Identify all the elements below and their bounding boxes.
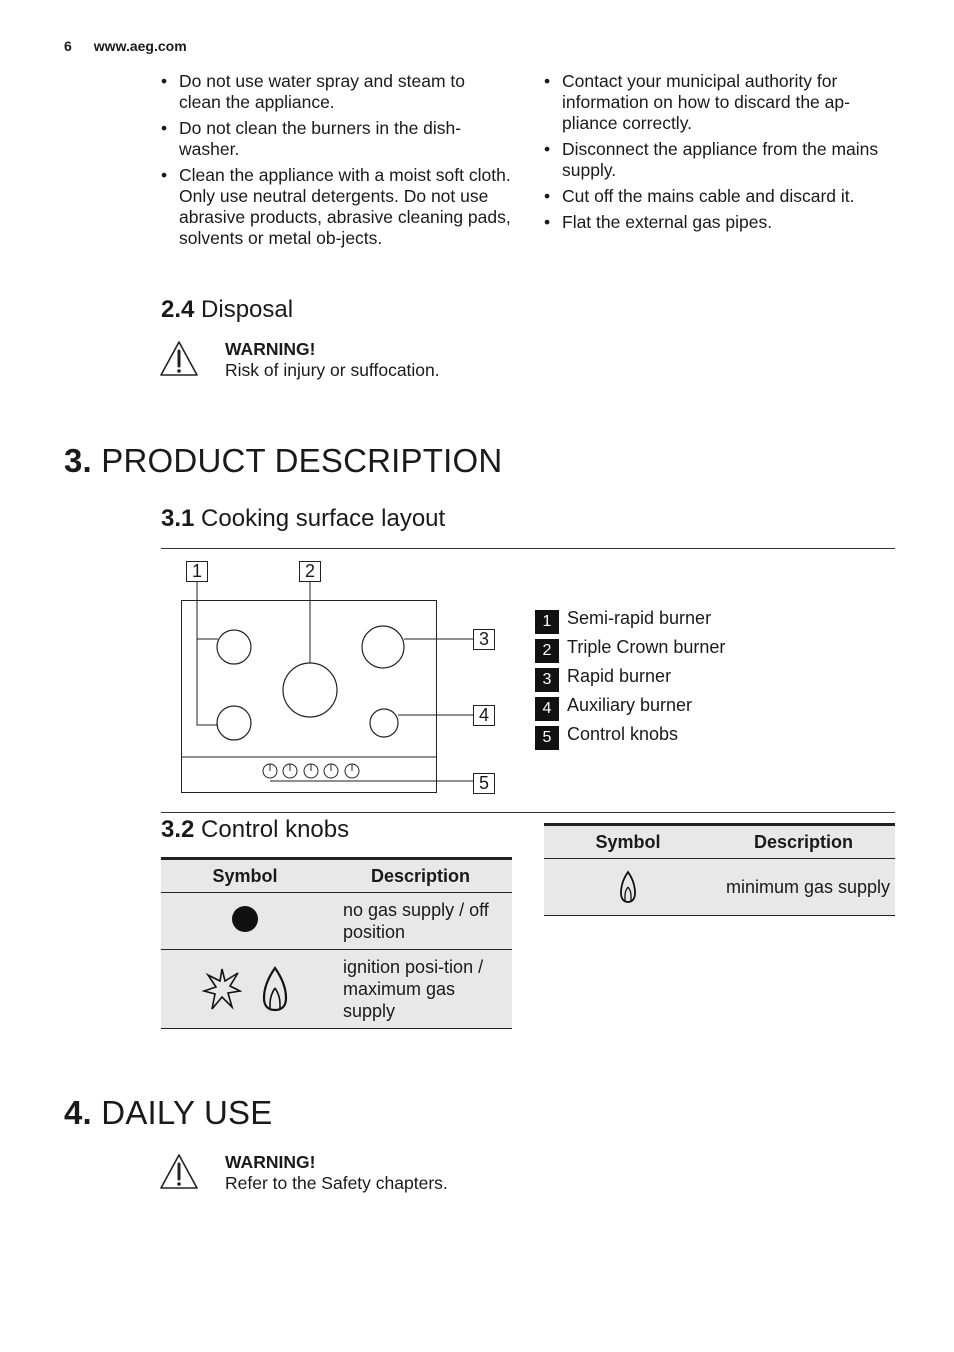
section-title: Control knobs [201,816,350,843]
row-description: ignition posi-tion / maximum gas supply [329,950,512,1029]
list-item: • Do not use water spray and steam to clean the appliance. [161,71,511,113]
cooktop-diagram [181,600,499,794]
col-symbol-header: Symbol [544,825,712,859]
callout-1: 1 [186,561,208,582]
page-header [64,38,187,54]
list-item: • Contact your municipal authority for information on how to discard the ap-pliance correctly. [544,71,894,134]
burner-triple-crown [283,663,337,717]
warning-block [225,1152,448,1194]
chapter-3-heading [64,442,502,480]
row-description: minimum gas supply [712,859,895,916]
large-flame-icon [262,966,288,1012]
table-row [544,859,895,916]
burner-semi-rapid-top [217,630,251,664]
section-title: Cooking surface layout [201,505,446,532]
knob-symbol-table-right [544,823,895,916]
filled-circle-icon [231,905,259,933]
chapter-number: 3. [64,442,92,479]
list-item: • Cut off the mains cable and discard it. [544,186,894,207]
section-title: Disposal [201,296,294,323]
small-flame-icon [619,870,637,904]
section-3-2-heading [161,816,349,844]
col-description-header: Description [329,859,512,893]
legend-label: Control knobs [567,724,679,744]
burner-legend [535,604,725,749]
section-3-1-heading [161,505,445,533]
legend-item [535,691,725,720]
cleaning-list [161,71,511,254]
legend-number: 5 [535,726,559,750]
hob-outline [182,601,437,793]
page-number: 6 [64,38,72,54]
legend-number: 1 [535,610,559,634]
list-item: • Flat the external gas pipes. [544,212,894,233]
col-symbol-header: Symbol [161,859,329,893]
legend-number: 4 [535,697,559,721]
warning-title: WARNING! [225,339,316,359]
legend-item [535,604,725,633]
legend-label: Triple Crown burner [567,637,726,657]
warning-block [225,339,440,381]
legend-item [535,720,725,749]
col-description-header: Description [712,825,895,859]
section-divider [161,548,895,549]
burner-semi-rapid-bottom [217,706,251,740]
legend-number: 2 [535,639,559,663]
callout-3: 3 [473,629,495,650]
disposal-list [544,71,894,238]
callout-5: 5 [473,773,495,794]
table-row [161,893,512,950]
section-divider [161,812,895,813]
knob-symbol-table-left [161,857,512,1029]
list-item: • Disconnect the appliance from the mains supply. [544,139,894,181]
chapter-title: PRODUCT DESCRIPTION [101,442,503,479]
callout-2: 2 [299,561,321,582]
legend-label: Semi-rapid burner [567,608,712,628]
list-item: • Clean the appliance with a moist soft cloth. Only use neutral detergents. Do not use abrasive products, abrasive cleaning pads, solvents or metal ob-jects. [161,165,511,249]
table-row [161,950,512,1029]
section-number: 3.2 [161,816,195,843]
legend-number: 3 [535,668,559,692]
legend-item [535,662,725,691]
chapter-4-heading [64,1094,272,1132]
control-knobs [263,764,359,778]
legend-label: Auxiliary burner [567,695,693,715]
section-2-4-heading [161,296,293,324]
chapter-title: DAILY USE [101,1094,273,1131]
callout-4: 4 [473,705,495,726]
legend-item [535,633,725,662]
list-item: • Do not clean the burners in the dish-washer. [161,118,511,160]
warning-title: WARNING! [225,1152,316,1172]
chapter-number: 4. [64,1094,92,1131]
website-url: www.aeg.com [93,38,187,54]
legend-label: Rapid burner [567,666,672,686]
burner-rapid [362,626,404,668]
section-number: 2.4 [161,296,195,323]
section-number: 3.1 [161,505,195,532]
warning-triangle-icon [159,1153,199,1191]
warning-triangle-icon [159,340,199,378]
burner-auxiliary [370,709,398,737]
warning-text: Risk of injury or suffocation. [225,360,440,380]
spark-icon [202,967,242,1011]
row-description: no gas supply / off position [329,893,512,950]
warning-text: Refer to the Safety chapters. [225,1173,448,1193]
